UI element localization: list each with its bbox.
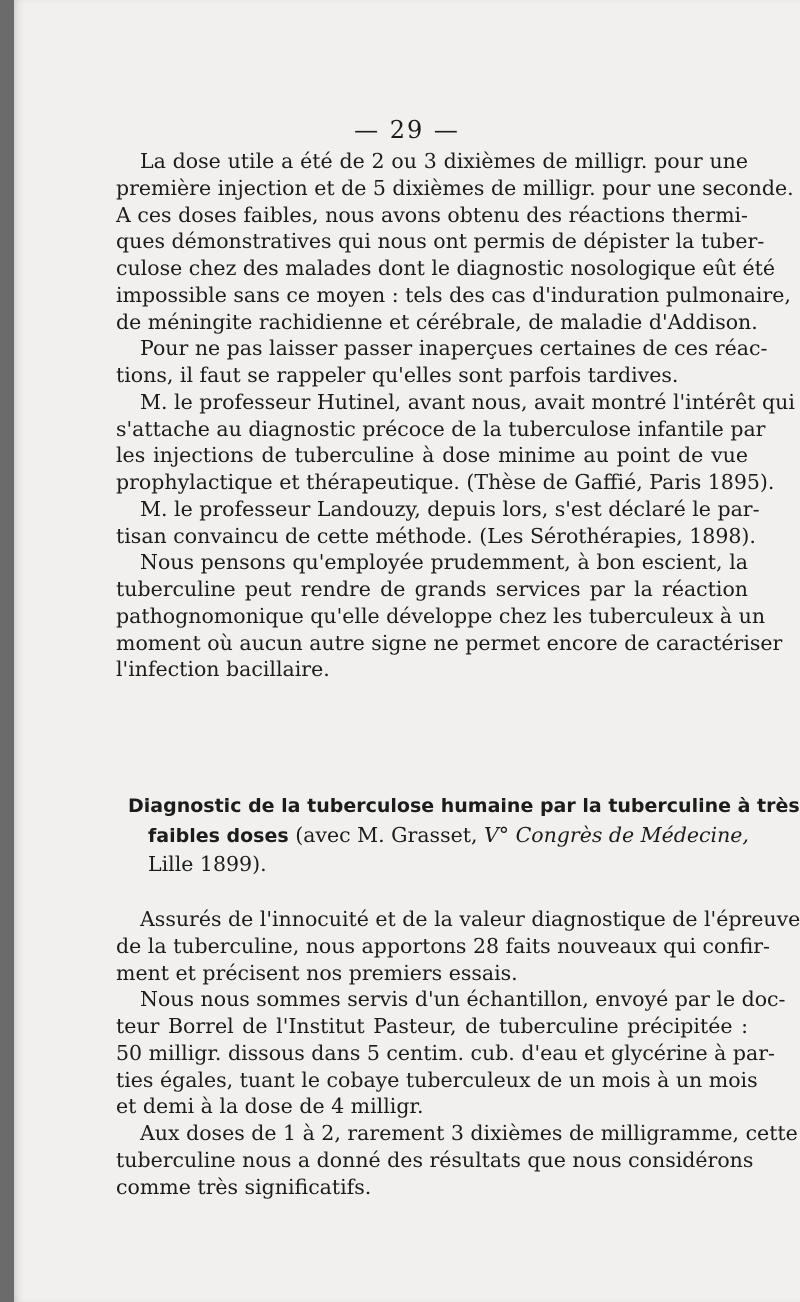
document-page (14, 0, 800, 1302)
text-line: ties égales, tuant le cobaye tuberculeux de un mois à un mois (116, 1067, 758, 1092)
text-line: les injections de tuberculine à dose minime au point de vue (116, 443, 748, 468)
text-line: s'attache au diagnostic précoce de la tuberculose infantile par (116, 416, 766, 441)
heading-line-3: Lille 1899). (148, 852, 267, 876)
text-line: Assurés de l'innocuité et de la valeur diagnostique de l'épreuve (140, 907, 800, 931)
text-line: comme très significatifs. (116, 1174, 372, 1199)
text-line: prophylactique et thérapeutique. (Thèse de Gaffié, Paris 1895). (116, 470, 775, 494)
text-line: Aux doses de 1 à 2, rarement 3 dixièmes de milligramme, cette (140, 1121, 798, 1145)
section-heading (128, 792, 800, 879)
heading-line-2-italic: V° Congrès de Médecine, (484, 823, 749, 847)
text-line: impossible sans ce moyen : tels des cas d'induration pulmonaire, (116, 282, 791, 307)
text-line: de la tuberculine, nous apportons 28 faits nouveaux qui confir- (116, 933, 770, 958)
text-line: première injection et de 5 dixièmes de milligr. pour une seconde. (116, 175, 794, 200)
text-line: Nous pensons qu'employée prudemment, à bon escient, la (140, 550, 748, 575)
text-line: de méningite rachidienne et cérébrale, de maladie d'Addison. (116, 309, 758, 334)
text-line: M. le professeur Landouzy, depuis lors, s'est déclaré le par- (140, 496, 760, 521)
text-line: moment où aucun autre signe ne permet encore de caractériser (116, 630, 783, 655)
text-line: ment et précisent nos premiers essais. (116, 960, 518, 985)
text-line: ques démonstratives qui nous ont permis de dépister la tuber- (116, 229, 765, 254)
text-line: pathognomonique qu'elle développe chez les tuberculeux à un (116, 603, 766, 628)
heading-line-2-text: (avec M. Grasset, (288, 823, 484, 847)
text-line: M. le professeur Hutinel, avant nous, avait montré l'intérêt qui (140, 389, 795, 414)
text-line: et demi à la dose de 4 milligr. (116, 1094, 424, 1119)
heading-line-2-bold: faibles doses (148, 825, 289, 847)
text-line: tuberculine peut rendre de grands services par la réaction (116, 577, 748, 601)
text-line: Nous nous sommes servis d'un échantillon, envoyé par le doc- (140, 987, 786, 1012)
heading-line-1: Diagnostic de la tuberculose humaine par la tuberculine à très (128, 795, 800, 817)
text-line: l'infection bacillaire. (116, 657, 330, 682)
paragraphs-bottom (116, 906, 800, 1200)
text-line: tisan convaincu de cette méthode. (Les Sérothérapies, 1898). (116, 523, 756, 548)
text-line: tuberculine nous a donné des résultats que nous considérons (116, 1147, 754, 1172)
page-number: — 29 — (354, 116, 460, 144)
text-line: A ces doses faibles, nous avons obtenu des réactions thermi- (116, 202, 748, 227)
text-line: culose chez des malades dont le diagnostic nosologique eût été (116, 256, 775, 280)
paragraphs-top (116, 148, 795, 683)
text-line: teur Borrel de l'Institut Pasteur, de tuberculine précipitée : (116, 1014, 748, 1038)
text-line: Pour ne pas laisser passer inaperçues certaines de ces réac- (140, 336, 768, 361)
text-line: 50 milligr. dissous dans 5 centim. cub. d'eau et glycérine à par- (116, 1040, 775, 1065)
text-line: La dose utile a été de 2 ou 3 dixièmes de milligr. pour une (140, 149, 748, 173)
heading-line-2 (128, 821, 749, 850)
text-line: tions, il faut se rappeler qu'elles sont parfois tardives. (116, 363, 679, 387)
